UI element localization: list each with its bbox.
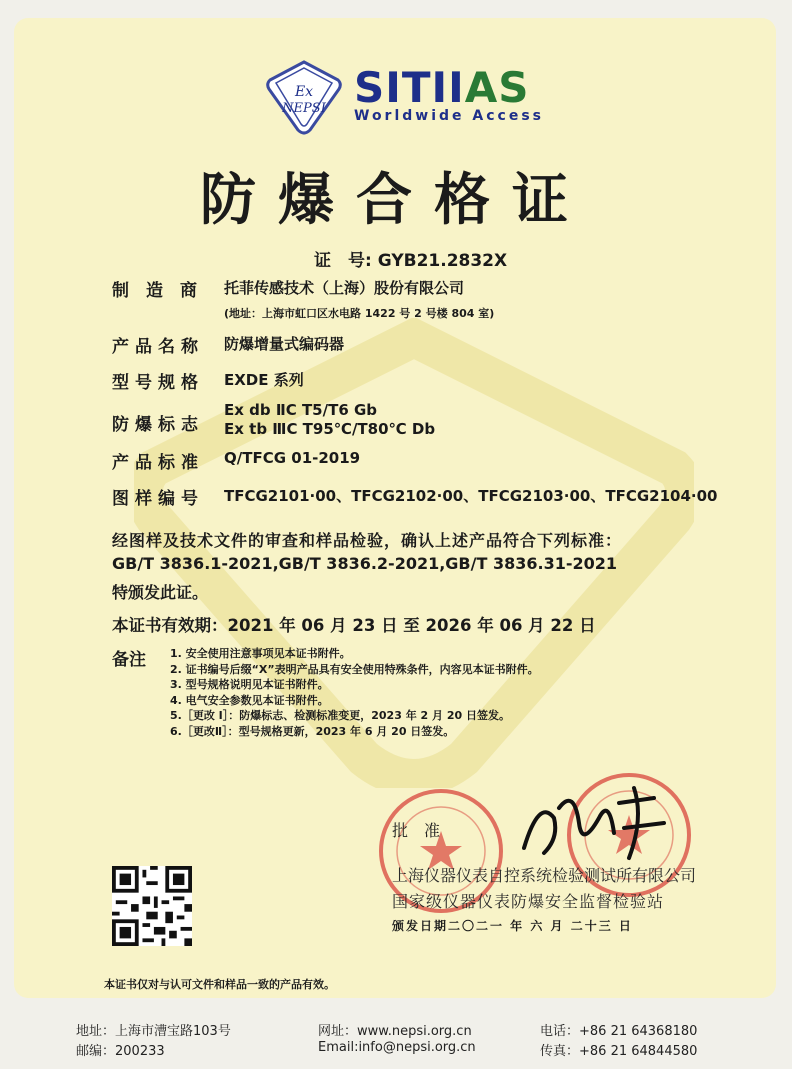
nepsi-logo-name: NEPSI [282, 101, 326, 116]
note-item: 5.［更改 Ⅰ］：防爆标志、检测标准变更，2023 年 2 月 20 日签发。 [170, 709, 510, 722]
validity-notice: 本证书仅对与认可文件和样品一致的产品有效。 [104, 978, 335, 991]
model-label: 型号规格 [112, 373, 204, 393]
signature-icon [504, 778, 674, 868]
certificate-number-value: GYB21.2832X [377, 251, 508, 271]
statement-text: 经图样及技术文件的审查和样品检验，确认上述产品符合下列标准： [112, 531, 623, 550]
product-name-label: 产品名称 [112, 337, 204, 357]
footer-email[interactable]: Email:info@nepsi.org.cn [318, 1040, 476, 1055]
product-name-value: 防爆增量式编码器 [224, 335, 345, 353]
footer-postcode: 邮编：200233 [76, 1044, 165, 1059]
certificate-sheet [14, 18, 776, 998]
footer-website[interactable]: 网址：www.nepsi.org.cn [318, 1024, 472, 1039]
org-name-1: 上海仪器仪表自控系统检验测试所有限公司 [392, 866, 697, 885]
issue-date: 颁发日期二〇二一 年 六 月 二十三 日 [392, 919, 633, 933]
standard-value: Q/TFCG 01-2019 [224, 449, 361, 467]
standards-text: GB/T 3836.1-2021,GB/T 3836.2-2021,GB/T 3836.31-2021 [112, 554, 617, 573]
sitiias-logo-part1: SITII [354, 63, 465, 112]
note-item: 4. 电气安全参数见本证书附件。 [170, 693, 329, 707]
org-name-2: 国家级仪器仪表防爆安全监督检验站 [392, 892, 665, 911]
qr-code-icon [112, 866, 192, 946]
ex-marking-label: 防爆标志 [112, 415, 204, 435]
certificate-number [314, 246, 507, 271]
note-item: 1. 安全使用注意事项见本证书附件。 [170, 647, 351, 660]
footer-address: 地址：上海市漕宝路103号 [76, 1024, 231, 1039]
sitiias-logo-part2: AS [464, 63, 530, 112]
approve-label: 批 准 [392, 821, 441, 840]
validity-text: 本证书有效期：2021 年 06 月 23 日 至 2026 年 06 月 22 日 [112, 616, 596, 635]
nepsi-logo-icon [264, 58, 344, 138]
notes-list [170, 646, 539, 739]
notes-label: 备注 [112, 650, 146, 670]
certificate-number-label: 证 号: [314, 251, 372, 271]
manufacturer-label: 制 造 商 [112, 281, 197, 301]
manufacturer-value: 托菲传感技术（上海）股份有限公司 [224, 279, 465, 297]
note-item: 3. 型号规格说明见本证书附件。 [170, 678, 329, 691]
note-item: 6.［更改Ⅱ］：型号规格更新，2023 年 6 月 20 日签发。 [170, 724, 455, 738]
note-item: 2. 证书编号后缀“X”表明产品具有安全使用特殊条件，内容见本证书附件。 [170, 662, 539, 676]
ex-marking-value-2: Ex tb ⅢC T95℃/T80℃ Db [224, 420, 436, 438]
ex-marking-value-1: Ex db ⅡC T5/T6 Gb [224, 401, 378, 419]
manufacturer-address: (地址：上海市虹口区水电路 1422 号 2 号楼 804 室) [224, 307, 495, 320]
footer-fax: 传真：+86 21 64844580 [540, 1044, 698, 1059]
sitiias-logo [354, 63, 545, 124]
model-value: EXDE 系列 [224, 371, 304, 389]
certificate-title: 防爆合格证 [200, 168, 590, 233]
standard-label: 产品标准 [112, 453, 204, 473]
issue-text: 特颁发此证。 [112, 583, 209, 602]
drawing-no-value: TFCG2101·00、TFCG2102·00、TFCG2103·00、TFCG2104·00 [224, 487, 718, 505]
nepsi-logo-ex: Ex [294, 84, 314, 100]
footer-phone: 电话：+86 21 64368180 [540, 1024, 698, 1039]
drawing-no-label: 图样编号 [112, 489, 204, 509]
sitiias-tagline: Worldwide Access [354, 108, 545, 124]
